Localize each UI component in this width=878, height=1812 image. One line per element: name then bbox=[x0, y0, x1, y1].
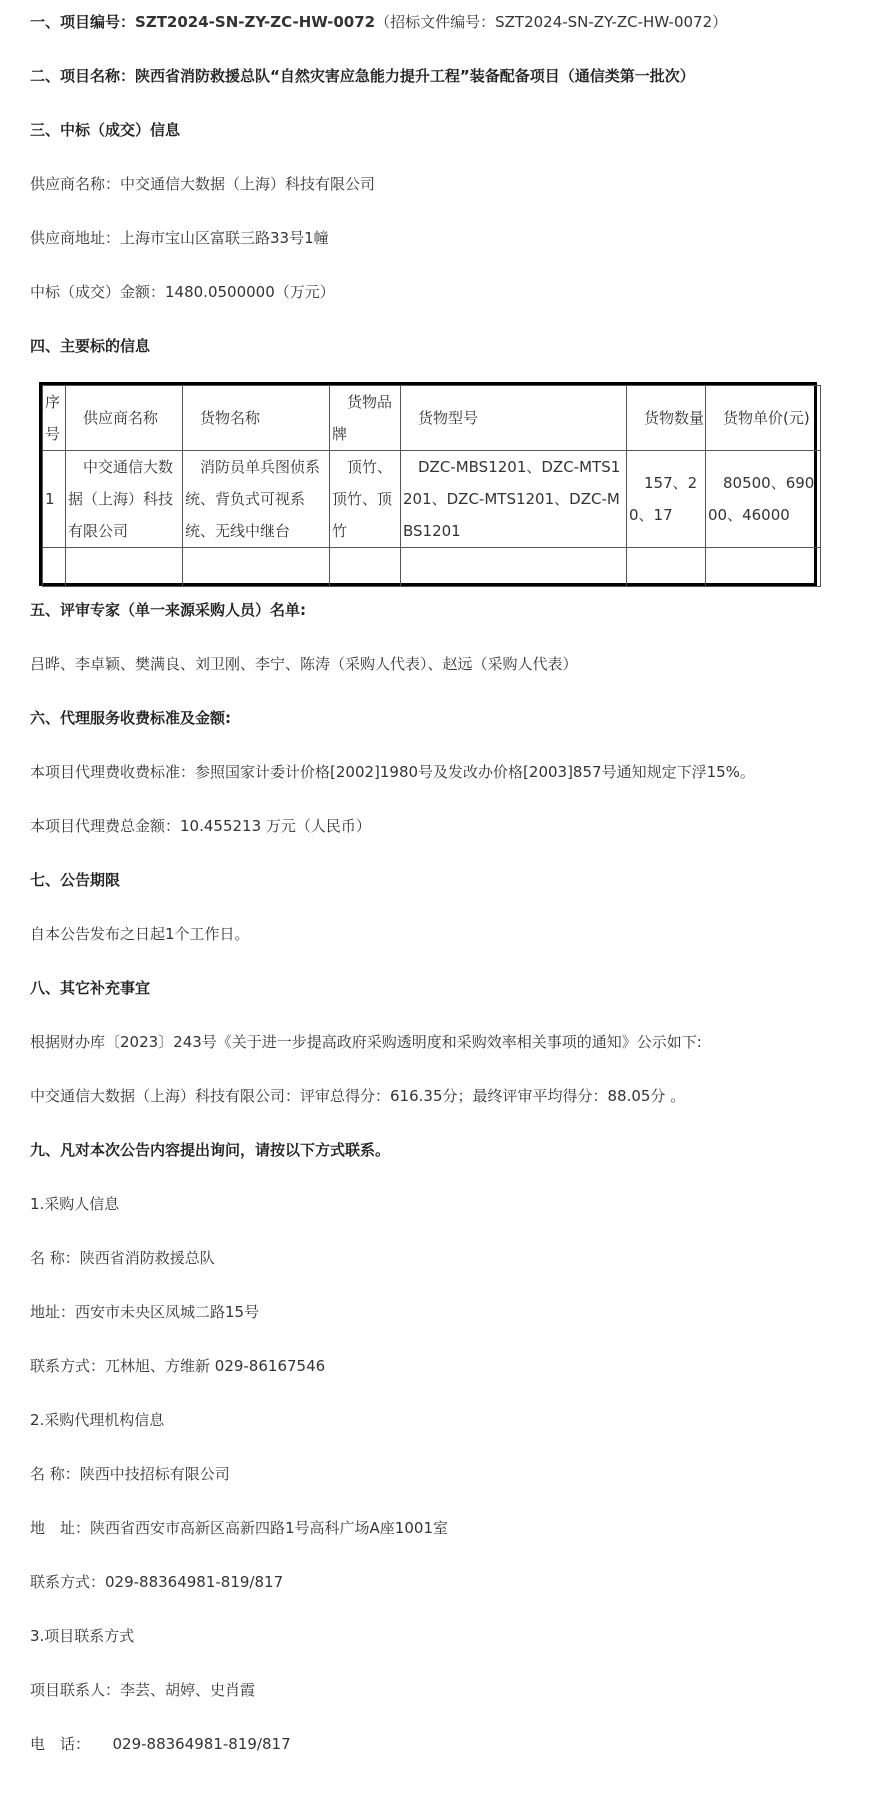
cell-model: DZC-MBS1201、DZC-MTS1201、DZC-MTS1201、DZC-MBS1201 bbox=[401, 451, 627, 548]
cell-supplier: 中交通信大数据（上海）科技有限公司 bbox=[66, 451, 183, 548]
empty-cell bbox=[66, 548, 183, 587]
header-cell-supplier: 供应商名称 bbox=[66, 386, 183, 451]
notice-period-heading: 七、公告期限 bbox=[30, 871, 121, 889]
tender-file-number: （招标文件编号：SZT2024-SN-ZY-ZC-HW-0072） bbox=[375, 13, 728, 31]
agency-name: 名 称：陕西中技招标有限公司 bbox=[30, 1465, 230, 1483]
header-cell-quantity: 货物数量 bbox=[627, 386, 706, 451]
project-contact-phone: 电 话： 029-88364981-819/817 bbox=[30, 1735, 291, 1753]
agency-contact: 联系方式：029-88364981-819/817 bbox=[30, 1573, 284, 1591]
project-contact-people: 项目联系人：李芸、胡婷、史肖霞 bbox=[30, 1681, 256, 1699]
agency-info-heading: 2.采购代理机构信息 bbox=[30, 1411, 165, 1429]
header-cell-unit-price: 货物单价(元) bbox=[706, 386, 821, 451]
supplier-name: 供应商名称：中交通信大数据（上海）科技有限公司 bbox=[30, 175, 376, 193]
subject-table bbox=[39, 382, 817, 586]
project-number-line bbox=[30, 10, 727, 34]
header-cell-index: 序号 bbox=[43, 386, 66, 451]
purchaser-contact: 联系方式：兀林旭、方维新 029-86167546 bbox=[30, 1357, 326, 1375]
agency-fee-standard: 本项目代理费收费标准：参照国家计委计价格[2002]1980号及发改办价格[2003]857号通知规定下浮15%。 bbox=[30, 763, 755, 781]
other-matters-text: 根据财办库〔2023〕243号《关于进一步提高政府采购透明度和采购效率相关事项的通知》公示如下: bbox=[30, 1033, 702, 1051]
empty-cell bbox=[627, 548, 706, 587]
notice-period-text: 自本公告发布之日起1个工作日。 bbox=[30, 925, 250, 943]
expert-list: 吕晔、李卓颖、樊满良、刘卫刚、李宁、陈涛（采购人代表）、赵远（采购人代表） bbox=[30, 655, 578, 673]
empty-cell bbox=[401, 548, 627, 587]
agency-fee-total: 本项目代理费总金额：10.455213 万元（人民币） bbox=[30, 817, 371, 835]
empty-cell bbox=[706, 548, 821, 587]
agency-address: 地 址：陕西省西安市高新区高新四路1号高科广场A座1001室 bbox=[30, 1519, 448, 1537]
other-matters-heading: 八、其它补充事宜 bbox=[30, 979, 151, 997]
project-number-code: SZT2024-SN-ZY-ZC-HW-0072 bbox=[135, 13, 376, 31]
agency-fee-heading: 六、代理服务收费标准及金额: bbox=[30, 709, 231, 727]
expert-list-heading: 五、评审专家（单一来源采购人员）名单: bbox=[30, 601, 307, 619]
table-row bbox=[43, 451, 821, 548]
purchaser-address: 地址：西安市未央区凤城二路15号 bbox=[30, 1303, 260, 1321]
project-number-label: 一、项目编号： bbox=[30, 13, 136, 31]
empty-cell bbox=[330, 548, 401, 587]
cell-quantity: 157、20、17 bbox=[627, 451, 706, 548]
empty-cell bbox=[43, 548, 66, 587]
evaluation-score: 中交通信大数据（上海）科技有限公司：评审总得分：616.35分；最终评审平均得分：88.05分 。 bbox=[30, 1087, 686, 1105]
purchaser-name: 名 称：陕西省消防救援总队 bbox=[30, 1249, 215, 1267]
cell-goods-name: 消防员单兵图侦系统、背负式可视系统、无线中继台 bbox=[183, 451, 330, 548]
contact-heading: 九、凡对本次公告内容提出询问，请按以下方式联系。 bbox=[30, 1141, 391, 1159]
header-cell-model: 货物型号 bbox=[401, 386, 627, 451]
cell-unit-price: 80500、69000、46000 bbox=[706, 451, 821, 548]
award-info-heading: 三、中标（成交）信息 bbox=[30, 121, 181, 139]
table-header-row bbox=[43, 386, 821, 451]
cell-index: 1 bbox=[43, 451, 66, 548]
supplier-address: 供应商地址：上海市宝山区富联三路33号1幢 bbox=[30, 229, 329, 247]
purchaser-info-heading: 1.采购人信息 bbox=[30, 1195, 120, 1213]
empty-cell bbox=[183, 548, 330, 587]
header-cell-brand: 货物品牌 bbox=[330, 386, 401, 451]
project-name: 二、项目名称：陕西省消防救援总队“自然灾害应急能力提升工程”装备配备项目（通信类第一批次） bbox=[30, 67, 695, 85]
project-contact-heading: 3.项目联系方式 bbox=[30, 1627, 135, 1645]
award-amount: 中标（成交）金额：1480.0500000（万元） bbox=[30, 283, 335, 301]
main-subject-heading: 四、主要标的信息 bbox=[30, 337, 151, 355]
table-empty-row bbox=[43, 548, 821, 587]
cell-brand: 顶竹、顶竹、顶竹 bbox=[330, 451, 401, 548]
header-cell-goods-name: 货物名称 bbox=[183, 386, 330, 451]
